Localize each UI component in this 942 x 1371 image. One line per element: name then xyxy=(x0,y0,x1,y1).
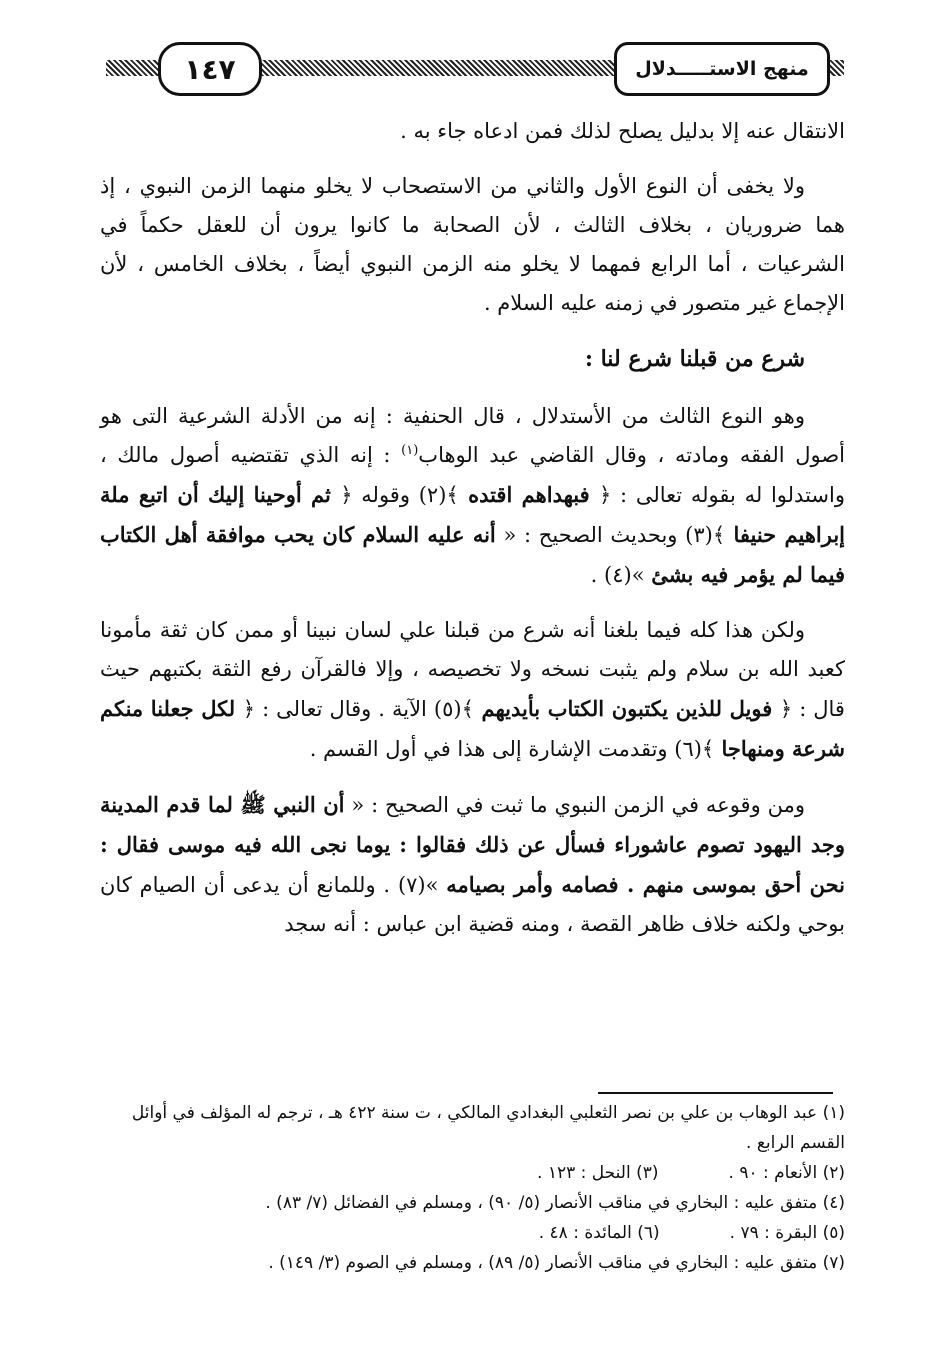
footnote-2: (٢) الأنعام : ٩٠ . xyxy=(728,1163,845,1183)
text-run: : إنه الذي تقتضيه أصول مالك ، واستدلوا له بقوله تعالى : ﴿ xyxy=(100,443,845,507)
footnote-1: (١) عبد الوهاب بن علي بن نصر الثعلبي البغدادي المالكي ، ت سنة ٤٢٢ هـ ، ترجم له المؤلف في أوائل القسم الرابع . xyxy=(131,1103,845,1153)
paragraph-occurrence xyxy=(100,785,845,944)
section-heading: شرع من قبلنا شرع لنا : xyxy=(584,346,805,372)
hadith-quote: أنه عليه السلام كان يحب موافقة أهل الكتاب فيما لم يؤمر فيه بشئ xyxy=(100,522,845,587)
footnote-separator xyxy=(598,1092,833,1094)
footnote-ref-4: »(٤) xyxy=(604,563,652,587)
footnote-ref-5: ﴾(٥) xyxy=(433,697,474,721)
hadith-quote: أن النبي ﷺ لما قدم المدينة وجد اليهود تصوم عاشوراء فسأل عن ذلك فقالوا : يوما نجى الله فيه موسى فقال : نحن أحق بموسى منهم . فصامه وأمر بصيامه xyxy=(100,792,845,897)
quran-quote: فويل للذين يكتبون الكتاب بأيديهم xyxy=(473,696,780,721)
paragraph-shar-man-qablana xyxy=(100,397,845,595)
paragraph-condition xyxy=(100,611,845,769)
paragraph-istishab: ولا يخفى أن النوع الأول والثاني من الاستصحاب لا يخلو منهما الزمن النبوي ، إذ هما ضروريان ، بخلاف الثالث ، لأن الصحابة ما كانوا يرون أن للعقل حكماً في الشرعيات ، أما الرابع فمهما لا يخلو منه الزمن النبوي أيضاً ، بخلاف الخامس ، لأن الإجماع غير متصور في زمنه عليه السلام . xyxy=(100,174,845,315)
page-header xyxy=(100,38,840,98)
footnote-6: (٦) المائدة : ٤٨ . xyxy=(538,1223,660,1243)
text-run: وتقدمت الإشارة إلى هذا في أول القسم . xyxy=(309,737,675,761)
quran-quote: فبهداهم اقتده xyxy=(458,482,600,507)
text-run: ولكن هذا كله فيما بلغنا أنه شرع من قبلنا علي لسان نبينا أو ممن كان ثقة مأمونا كعبد الله بن سلام ولم يثبت نسخه ولا تخصيصه ، وإلا فالقرآن رفع الثقة بكتبهم حيث قال : ﴿ xyxy=(100,618,845,721)
text-run: . وللمانع أن يدعى أن الصيام كان بوحي ولكنه خلاف ظاهر القصة ، ومنه قضية ابن عباس : أنه سجد xyxy=(100,873,845,936)
footnote-7: (٧) متفق عليه : البخاري في مناقب الأنصار (٥/ ٨٩) ، ومسلم في الصوم (٣/ ١٤٩) . xyxy=(268,1253,845,1273)
text-run: ومن وقوعه في الزمن النبوي ما ثبت في الصحيح : « xyxy=(344,793,805,817)
footnotes xyxy=(100,1098,845,1278)
footnote-ref-2: ﴾(٢) xyxy=(418,483,459,507)
quran-quote: لكل جعلنا منكم شرعة ومنهاجا xyxy=(100,696,845,761)
text-run: وهو النوع الثالث من الأستدلال ، قال الحنفية : إنه من الأدلة الشرعية التى هو أصول الفقه ومادته ، وقال القاضي عبد الوهاب xyxy=(100,404,845,467)
footnote-4: (٤) متفق عليه : البخاري في مناقب الأنصار (٥/ ٩٠) ، ومسلم في الفضائل (٧/ ٨٣) . xyxy=(265,1193,845,1213)
footnote-row xyxy=(100,1218,845,1248)
text-run: الآية . وقال تعالى : ﴿ xyxy=(242,697,434,721)
footnote-ref-7: »(٧) xyxy=(397,873,447,897)
footnote-ref-3: ﴾(٣) xyxy=(685,523,726,547)
footnote-ref-6: ﴾(٦) xyxy=(674,737,715,761)
footnote-5: (٥) البقرة : ٧٩ . xyxy=(729,1223,845,1243)
spacer xyxy=(659,1158,729,1188)
footnote-ref-1: (١) xyxy=(401,443,419,458)
quran-quote: ثم أوحينا إليك أن اتبع ملة إبراهيم حنيفا xyxy=(100,482,845,547)
text-run: . xyxy=(590,563,605,587)
paragraph-continuation: الانتقال عنه إلا بدليل يصلح لذلك فمن ادعاه جاء به . xyxy=(400,119,845,143)
main-text xyxy=(100,112,845,960)
text-run: وبحديث الصحيح : « xyxy=(495,523,686,547)
page-number: ١٤٧ xyxy=(158,42,262,96)
header-ornament-left xyxy=(106,60,162,76)
footnote-row xyxy=(100,1158,845,1188)
text-run: وقوله ﴿ xyxy=(340,483,419,507)
spacer xyxy=(660,1218,730,1248)
footnote-3: (٣) النحل : ١٢٣ . xyxy=(537,1163,659,1183)
running-title: منهج الاستـــــدلال xyxy=(614,42,830,96)
